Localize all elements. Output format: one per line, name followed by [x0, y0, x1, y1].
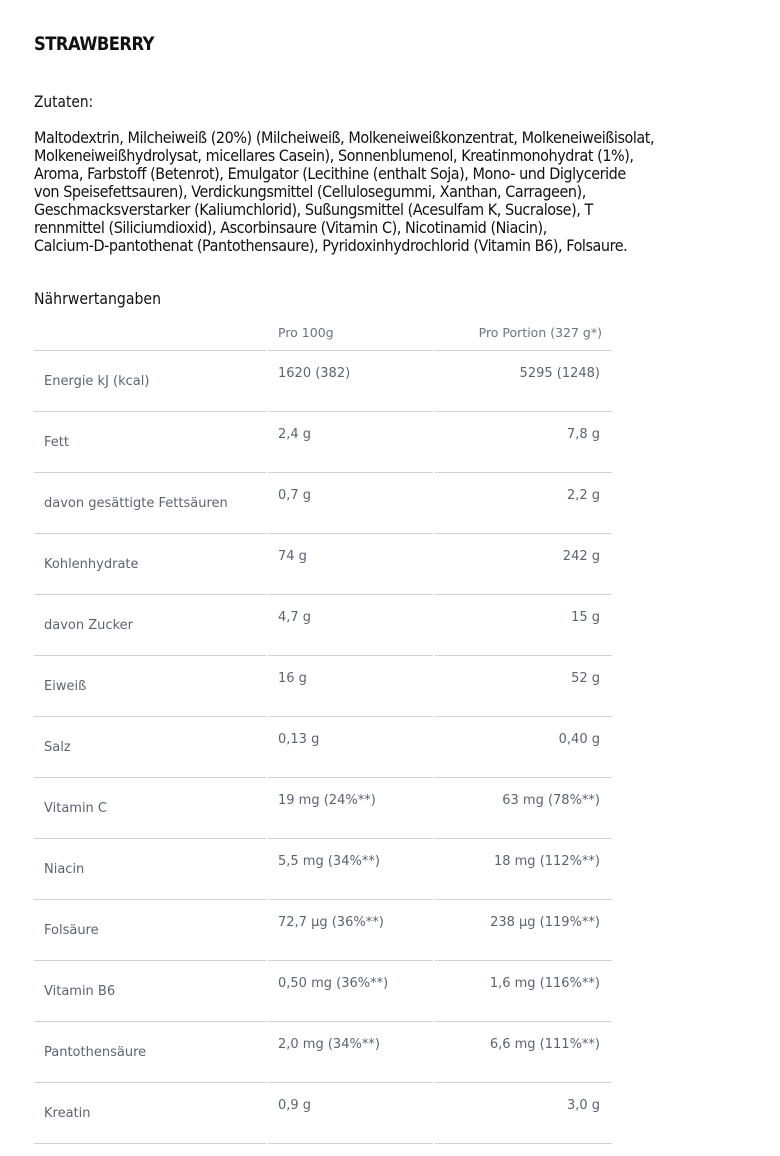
nutrition-table: [34, 314, 612, 1144]
nutrient-name: Folsäure: [34, 900, 266, 961]
ingredients-line: Aroma, Farbstoff (Betenrot), Emulgator (Lecithine (enthalt Soja), Mono- und Diglyceride: [34, 164, 626, 183]
table-row: [34, 534, 612, 595]
ingredients-line: Maltodextrin, Milcheiweiß (20%) (Milcheiweiß, Molkeneiweißkonzentrat, Molkeneiweißisolat,: [34, 128, 655, 147]
nutrient-name: Fett: [34, 412, 266, 473]
value-portion: 18 mg (112%**): [435, 839, 612, 900]
table-row: [34, 778, 612, 839]
value-portion: 2,2 g: [435, 473, 612, 534]
value-per100: 0,50 mg (36%**): [268, 961, 433, 1022]
value-per100: 5,5 mg (34%**): [268, 839, 433, 900]
nutrient-name: Energie kJ (kcal): [34, 351, 266, 412]
nutrient-name: Vitamin B6: [34, 961, 266, 1022]
ingredients-line: Calcium-D-pantothenat (Pantothensaure), Pyridoxinhydrochlorid (Vitamin B6), Folsaure.: [34, 236, 628, 255]
value-per100: 1620 (382): [268, 351, 433, 412]
nutrient-name: Kreatin: [34, 1083, 266, 1144]
table-row: [34, 961, 612, 1022]
value-portion: 15 g: [435, 595, 612, 656]
column-header-portion: Pro Portion (327 g*): [435, 314, 612, 351]
table-row: [34, 412, 612, 473]
table-row: [34, 717, 612, 778]
ingredients-heading: Zutaten:: [34, 92, 94, 111]
value-per100: 72,7 µg (36%**): [268, 900, 433, 961]
nutrient-name: Salz: [34, 717, 266, 778]
nutrition-heading: Nährwertangaben: [34, 289, 162, 308]
value-portion: 238 µg (119%**): [435, 900, 612, 961]
nutrient-name: Niacin: [34, 839, 266, 900]
value-portion: 0,40 g: [435, 717, 612, 778]
value-portion: 3,0 g: [435, 1083, 612, 1144]
nutrient-name: Pantothensäure: [34, 1022, 266, 1083]
value-per100: 19 mg (24%**): [268, 778, 433, 839]
ingredients-line: Geschmacksverstarker (Kaliumchlorid), Sußungsmittel (Acesulfam K, Sucralose), T: [34, 200, 593, 219]
table-row: [34, 595, 612, 656]
value-portion: 1,6 mg (116%**): [435, 961, 612, 1022]
value-per100: 16 g: [268, 656, 433, 717]
nutrient-name: davon gesättigte Fettsäuren: [34, 473, 266, 534]
nutrient-name: Kohlenhydrate: [34, 534, 266, 595]
table-row: [34, 839, 612, 900]
value-per100: 0,13 g: [268, 717, 433, 778]
value-per100: 2,4 g: [268, 412, 433, 473]
table-row: [34, 1022, 612, 1083]
value-per100: 74 g: [268, 534, 433, 595]
table-row: [34, 656, 612, 717]
value-per100: 0,7 g: [268, 473, 433, 534]
table-row: [34, 900, 612, 961]
nutrient-name: Eiweiß: [34, 656, 266, 717]
value-portion: 52 g: [435, 656, 612, 717]
nutrient-name: davon Zucker: [34, 595, 266, 656]
value-portion: 242 g: [435, 534, 612, 595]
table-row: [34, 351, 612, 412]
ingredients-text: [34, 129, 696, 255]
nutrient-name: Vitamin C: [34, 778, 266, 839]
ingredients-line: Molkeneiweißhydrolysat, micellares Casein), Sonnenblumenol, Kreatinmonohydrat (1%),: [34, 146, 634, 165]
value-portion: 63 mg (78%**): [435, 778, 612, 839]
column-header-per100: Pro 100g: [268, 314, 433, 351]
nutrition-header-row: [34, 314, 612, 351]
value-per100: 2,0 mg (34%**): [268, 1022, 433, 1083]
value-per100: 0,9 g: [268, 1083, 433, 1144]
table-row: [34, 473, 612, 534]
ingredients-line: rennmittel (Siliciumdioxid), Ascorbinsaure (Vitamin C), Nicotinamid (Niacin),: [34, 218, 547, 237]
value-portion: 7,8 g: [435, 412, 612, 473]
ingredients-line: von Speisefettsauren), Verdickungsmittel (Cellulosegummi, Xanthan, Carrageen),: [34, 182, 586, 201]
table-row: [34, 1083, 612, 1144]
value-per100: 4,7 g: [268, 595, 433, 656]
value-portion: 6,6 mg (111%**): [435, 1022, 612, 1083]
product-title: STRAWBERRY: [34, 33, 154, 55]
column-header-name: [34, 314, 266, 351]
value-portion: 5295 (1248): [435, 351, 612, 412]
